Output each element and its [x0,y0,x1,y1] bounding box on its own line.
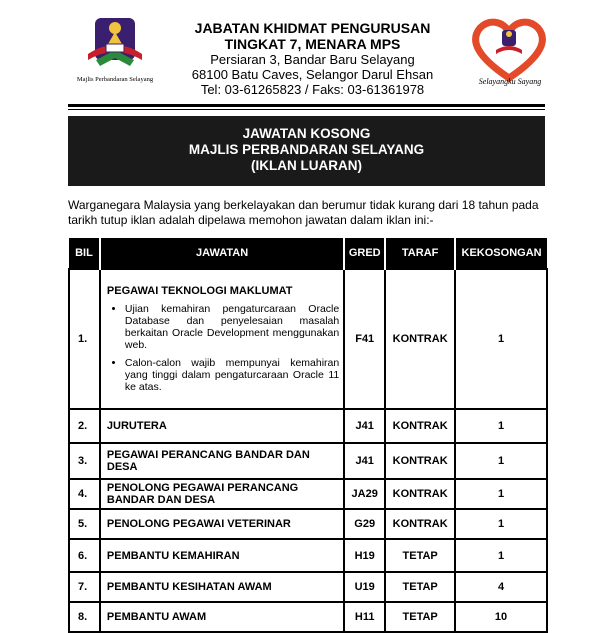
row-taraf: KONTRAK [385,509,455,539]
table-row [69,539,547,572]
banner-line-1: JAWATAN KOSONG [242,126,371,141]
row-kekosongan: 4 [455,572,547,602]
header-bil: BIL [69,238,100,269]
org-floor: TINGKAT 7, MENARA MPS [224,36,401,52]
row-bil: 3. [69,443,100,479]
org-name: JABATAN KHIDMAT PENGURUSAN [194,20,431,36]
row-bil: 1. [69,269,100,409]
header-divider-thin [68,109,545,110]
row-kekosongan: 1 [455,539,547,572]
requirement-item: • Ujian kemahiran pengaturcaraan Oracle Database dan penyelesaian masalah berkaitan Oracle Development menggunakan web. [125,303,339,351]
row-bil: 6. [69,539,100,572]
header-jawatan: JAWATAN [100,238,344,269]
row-gred: U19 [344,572,385,602]
address-line-1: Persiaran 3, Bandar Baru Selayang [210,52,415,67]
header-kekosongan: KEKOSONGAN [455,238,547,269]
row-jawatan: PEMBANTU KESIHATAN AWAM [100,572,344,602]
table-row [69,409,547,443]
table-row [69,479,547,509]
row-taraf: TETAP [385,602,455,632]
row-taraf: KONTRAK [385,269,455,409]
contact-line: Tel: 03-61265823 / Faks: 03-61361978 [200,82,425,97]
row-kekosongan: 1 [455,443,547,479]
row-bil: 4. [69,479,100,509]
row-taraf: TETAP [385,539,455,572]
header-gred: GRED [344,238,385,269]
banner-line-2: MAJLIS PERBANDARAN SELAYANG [188,142,425,157]
position-title: PEGAWAI TEKNOLOGI MAKLUMAT [106,285,293,297]
row-jawatan: PEGAWAI PERANCANG BANDAR DAN DESA [100,443,344,479]
selayang-heart-logo [466,14,552,90]
row-jawatan: PENOLONG PEGAWAI VETERINAR [100,509,344,539]
table-row [69,572,547,602]
right-logo-caption: Selayangku Sayang [478,77,542,86]
row-bil: 5. [69,509,100,539]
row-gred: G29 [344,509,385,539]
row-taraf: KONTRAK [385,479,455,509]
row-bil: 8. [69,602,100,632]
row-kekosongan: 1 [455,509,547,539]
banner-line-3: (IKLAN LUARAN) [251,158,362,173]
row-jawatan: PEMBANTU KEMAHIRAN [100,539,344,572]
row-bil: 2. [69,409,100,443]
vacancy-table [68,238,548,633]
requirement-item: • Calon-calon wajib mempunyai kemahiran yang tinggi dalam pengaturcaraan Oracle 11 ke atas. [125,357,339,393]
header-divider [68,104,545,107]
row-kekosongan: 1 [455,409,547,443]
row-kekosongan: 1 [455,479,547,509]
vacancy-banner [68,116,545,186]
table-row [69,509,547,539]
row-jawatan: PEMBANTU AWAM [100,602,344,632]
row-gred: J41 [344,409,385,443]
mps-logo [70,14,160,90]
row-taraf: KONTRAK [385,409,455,443]
header-taraf: TARAF [385,238,455,269]
row-gred: H19 [344,539,385,572]
row-taraf: KONTRAK [385,443,455,479]
row-gred: H11 [344,602,385,632]
left-logo-caption: Majlis Perbandaran Selayang [76,76,154,83]
row-bil: 7. [69,572,100,602]
row-gred: F41 [344,269,385,409]
row-jawatan: PENOLONG PEGAWAI PERANCANG BANDAR DAN DESA [100,479,344,509]
intro-paragraph: Warganegara Malaysia yang berkelayakan dan berumur tidak kurang dari 18 tahun pada tarikh tutup iklan adalah dipelawa memohon jawatan dalam iklan ini:- [68,198,539,227]
row-kekosongan: 10 [455,602,547,632]
requirements-list [107,303,339,393]
table-header-row [69,238,547,269]
row-jawatan: JURUTERA [100,409,344,443]
row-kekosongan: 1 [455,269,547,409]
table-row [69,602,547,632]
table-row [69,443,547,479]
row-gred: JA29 [344,479,385,509]
address-line-2: 68100 Batu Caves, Selangor Darul Ehsan [191,67,434,82]
row-gred: J41 [344,443,385,479]
row-taraf: TETAP [385,572,455,602]
row-jawatan [100,269,344,409]
letterhead [160,20,465,97]
table-row [69,269,547,409]
